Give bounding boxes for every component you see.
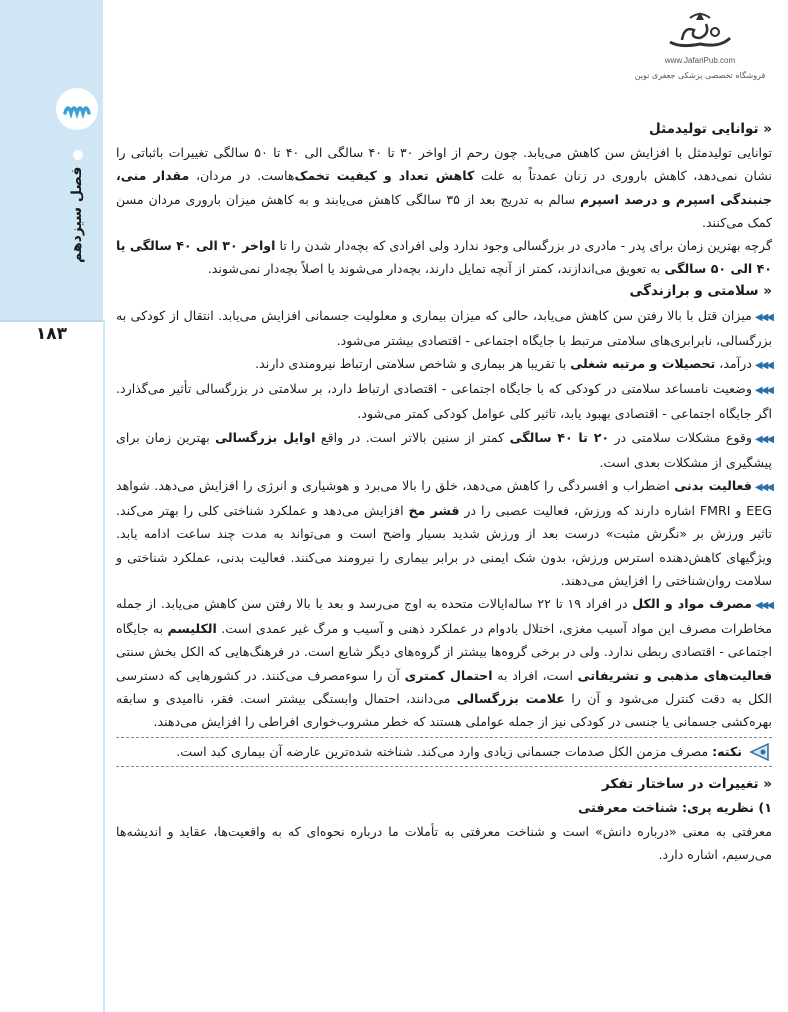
bullet-arrow-icon: ◀◀◀ <box>754 360 772 372</box>
bold-text: علامت بزرگسالی <box>456 690 565 706</box>
section-heading: « سلامتی و برازندگی <box>629 283 772 300</box>
section2-heading: سلامتی و برازندگی <box>629 283 759 300</box>
text-run: توانایی تولیدمثل با افزایش سن کاهش می‌یابد. چون رحم از اواخر ۳۰ تا ۴۰ سالگی الی ۴۰ تا ۵۰ سالگی تغییرات باثباتی را نشان نمی‌دهد، کاهش باروری در زنان عمدتاً به علت <box>116 145 772 184</box>
section-heading: « توانایی تولیدمثل <box>649 121 772 137</box>
subheading: ۱) نظریه پری: شناخت معرفتی <box>578 800 772 816</box>
text-run: وقوع مشکلات سلامتی در <box>609 429 752 445</box>
text-run: بهترین زمان برای پیشگیری از مشکلات بعدی است. <box>116 429 772 470</box>
paragraph <box>116 234 772 280</box>
note-icon <box>748 742 772 762</box>
bullet-item <box>116 377 772 425</box>
text-run: به جایگاه اجتماعی - اقتصادی ربطی ندارد. ولی در برخی گروه‌ها بیشتر از گروه‌های دیگر شایع است. در فرهنگ‌هایی که الکل بخش سنتی <box>116 621 772 660</box>
section-heading: « تغییرات در ساختار تفکر <box>602 776 772 793</box>
section3-heading: تغییرات در ساختار تفکر <box>602 776 759 793</box>
main-content <box>116 118 772 866</box>
bold-text: اوایل بزرگسالی <box>215 429 316 445</box>
bullet-item <box>116 592 772 733</box>
text-run: کمتر از سنین بالاتر است. در واقع <box>315 429 510 445</box>
note-box <box>116 737 772 767</box>
bold-text: تحصیلات و مرتبه شغلی <box>570 356 716 372</box>
text-run: درآمد، <box>715 356 752 372</box>
bullet-arrow-icon: ◀◀◀ <box>754 482 772 494</box>
publisher-tagline: فروشگاه تخصصی پزشکی جعفری نوین <box>634 71 766 80</box>
bold-text: فعالیت بدنی <box>674 478 752 494</box>
text-run: میزان قتل با بالا رفتن سن کاهش می‌یابد، حالی که میزان بیماری و معلولیت جسمانی افزایش می‌یابد. انتقال از کودکی به بزرگسالی، نابرابری‌های سلامتی مرتبط با جایگاه اجتماعی - اقتصادی بیشتر می‌شود. <box>116 307 772 348</box>
text-run: ‌هاست. در مردان، <box>189 168 295 184</box>
text-run: در افراد ۱۹ تا ۲۲ ساله‌ایالات متحده به اوج می‌رسد و بعد با بالا رفتن سن کاهش می‌یابد. از جمله مخاطرات مصرف این مواد آسیب مغزی، اختلال بادوام در عملکرد ذهنی و آسیب و مرگ غیر عمدی است. <box>116 596 773 637</box>
bullet-arrow-icon: ◀◀◀ <box>754 385 772 397</box>
text-run: به تعویق می‌اندازند، کمتر از آنچه تمایل دارند، بچه‌دار می‌شوند یا اصلاً بچه‌دار نمی‌شوند. <box>207 261 665 277</box>
bold-text: اواخر ۳۰ الی ۴۰ سالگی یا ۴۰ الی ۵۰ سالگی <box>116 238 772 277</box>
bullet-item <box>116 352 772 377</box>
text-run: است، افراد به <box>492 667 578 683</box>
bullet-item <box>116 426 772 474</box>
bold-text: مقدار منی، جنبندگی اسپرم و درصد اسپرم <box>116 168 772 207</box>
paragraph <box>116 141 772 234</box>
bold-text: قشر مخ <box>408 503 460 519</box>
text-run: افزایش می‌دهد و عملکرد شناختی کلی را بهتر می‌کند. تاثیر ورزش بر «نگرش مثبت» درست بعد از ورزش شدید بسیار واضح است و می‌تواند به مدت چند ساعت ادامه یابد. ویژگیهای کاهش‌دهنده استرس ورزش، بدون شک ایمنی در برابر بیماری را نیرومند می‌کنند. فعالیت بدنی، عملکرد شناختی و سلامت روان‌شناختی را افزایش می‌دهند. <box>116 503 772 588</box>
publisher-url: www.JafariPub.com <box>664 56 736 65</box>
margin-lower <box>0 320 105 1012</box>
text-run: می‌دانند، احتمال وابستگی بیشتر است. فقر، ناامیدی و سابقه بهره‌کشی جسمانی یا جنسی در کودکی نیز از جمله عواملی هستند که خطر مشروب‌خواری افراطی را افزایش می‌دهند. <box>116 690 772 730</box>
bullet-arrow-icon: ◀◀◀ <box>754 311 772 323</box>
text-run: آن را سوءمصرف می‌کنند. در کشورهایی که دسترسی الکل به دقت کنترل می‌شود و آن را <box>116 667 772 706</box>
bullet-arrow-icon: ◀◀◀ <box>754 600 773 612</box>
text-run: سالم به تدریج بعد از ۳۵ سالگی کاهش می‌یابند و به کاهش میزان باروری مردان مسن کمک می‌کنند. <box>116 191 772 230</box>
bold-text: احتمال کمتری <box>404 667 493 683</box>
note-label: نکته: <box>712 744 742 760</box>
text-run: اضطراب و افسردگی را کاهش می‌دهد، خلق را بالا می‌برد و هوشیاری و انرژی را افزایش می‌دهد. شواهد EEG و FMRI اشاره دارند که ورزش، فعالیت عصبی را در <box>116 478 772 519</box>
publisher-emblem-icon <box>660 8 740 56</box>
bold-text: مصرف مواد و الکل <box>632 596 752 612</box>
text-run: وضعیت نامساعد سلامتی در کودکی که با جایگاه اجتماعی - اقتصادی ارتباط دارد، بر سلامتی در بزرگسالی تأثیر می‌گذارد. اگر جایگاه اجتماعی - اقتصادی بهبود یابد، تاثیر کلی عوامل کودکی کمتر می‌شود. <box>116 381 772 422</box>
bullet-item <box>116 304 772 352</box>
bullet-arrow-icon: ◀◀◀ <box>754 433 773 445</box>
text-run: با تقریبا هر بیماری و شاخص سلامتی ارتباط نیرومندی دارند. <box>255 356 571 372</box>
note-body: مصرف مزمن الکل صدمات جسمانی زیادی وارد می‌کند. شناخته شده‌ترین عارضه آن بیماری کبد است. <box>176 744 713 760</box>
page-number-rule <box>0 320 103 322</box>
bullet-item <box>116 474 772 592</box>
section1-heading: توانایی تولیدمثل <box>649 121 759 137</box>
bold-text: فعالیت‌های مذهبی و تشریفاتی <box>577 667 772 683</box>
chapter-title: فصل سیزدهم <box>69 166 85 264</box>
chapter-logo-icon <box>56 88 98 130</box>
note-text <box>176 740 742 763</box>
text-run: گرچه بهترین زمان برای پدر - مادری در بزرگسالی وجود ندارد ولی افرادی که بچه‌دار شدن را تا <box>275 238 772 254</box>
publisher-logo <box>630 8 770 98</box>
bold-text: الکلیسم <box>167 621 217 637</box>
page-number: ۱۸۳ <box>35 324 68 344</box>
paragraph: معرفتی به معنی «درباره دانش» است و شناخت معرفتی به تأملات ما درباره نحوه‌ای که به واقعیت‌ها، عقاید و اندیشه‌ها می‌رسیم، اشاره دارد. <box>116 823 772 863</box>
bold-text: کاهش تعداد و کیفیت تخمک <box>294 168 475 184</box>
bold-text: ۲۰ تا ۴۰ سالگی <box>509 429 610 445</box>
